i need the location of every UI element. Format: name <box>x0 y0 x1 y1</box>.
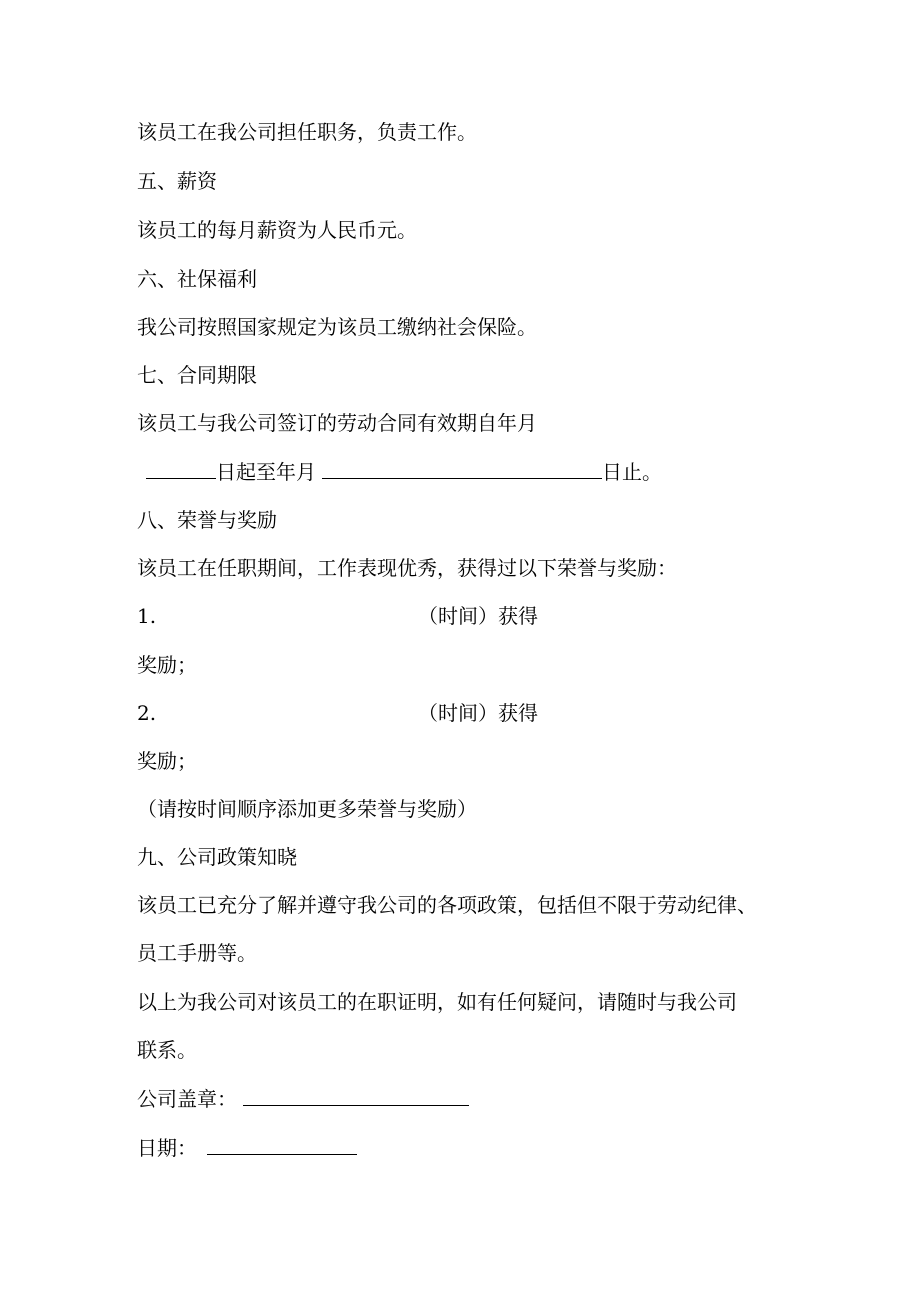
text-end: 日止。 <box>602 460 662 484</box>
paragraph-social-insurance: 我公司按照国家规定为该员工缴纳社会保险。 <box>137 315 537 339</box>
paragraph-closing-line-2: 联系。 <box>137 1038 197 1062</box>
seal-label: 公司盖章： <box>137 1087 237 1111</box>
blank-end-date[interactable] <box>322 458 602 479</box>
seal-row <box>137 1085 469 1112</box>
heading-salary: 五、薪资 <box>137 169 217 193</box>
honor-item-1-number: 1. <box>137 604 157 628</box>
honor-item-2-number: 2. <box>137 701 157 725</box>
paragraph-duty: 该员工在我公司担任职务，负责工作。 <box>137 120 477 144</box>
paragraph-contract-term-cont <box>146 458 662 485</box>
honor-item-2-time: （时间）获得 <box>418 701 538 725</box>
text-start-to: 日起至年月 <box>216 460 316 484</box>
blank-day-start[interactable] <box>146 458 216 479</box>
heading-honors: 八、荣誉与奖励 <box>137 508 277 532</box>
honor-note: （请按时间顺序添加更多荣誉与奖励） <box>137 797 477 821</box>
paragraph-honors: 该员工在任职期间，工作表现优秀，获得过以下荣誉与奖励： <box>137 556 677 580</box>
paragraph-closing-line-1: 以上为我公司对该员工的在职证明，如有任何疑问，请随时与我公司 <box>137 990 737 1014</box>
paragraph-salary: 该员工的每月薪资为人民币元。 <box>137 218 417 242</box>
date-blank[interactable] <box>207 1134 357 1155</box>
paragraph-policy-line-1: 该员工已充分了解并遵守我公司的各项政策，包括但不限于劳动纪律、 <box>137 893 757 917</box>
paragraph-contract-term: 该员工与我公司签订的劳动合同有效期自年月 <box>137 411 537 435</box>
date-row <box>137 1134 357 1161</box>
heading-contract-term: 七、合同期限 <box>137 363 257 387</box>
date-label: 日期： <box>137 1136 197 1160</box>
heading-company-policy: 九、公司政策知晓 <box>137 845 297 869</box>
paragraph-policy-line-2: 员工手册等。 <box>137 941 257 965</box>
honor-item-2-tail: 奖励； <box>137 749 197 773</box>
heading-social-insurance: 六、社保福利 <box>137 267 257 291</box>
honor-item-1-tail: 奖励； <box>137 653 197 677</box>
honor-item-1-time: （时间）获得 <box>418 604 538 628</box>
seal-blank[interactable] <box>243 1085 469 1106</box>
